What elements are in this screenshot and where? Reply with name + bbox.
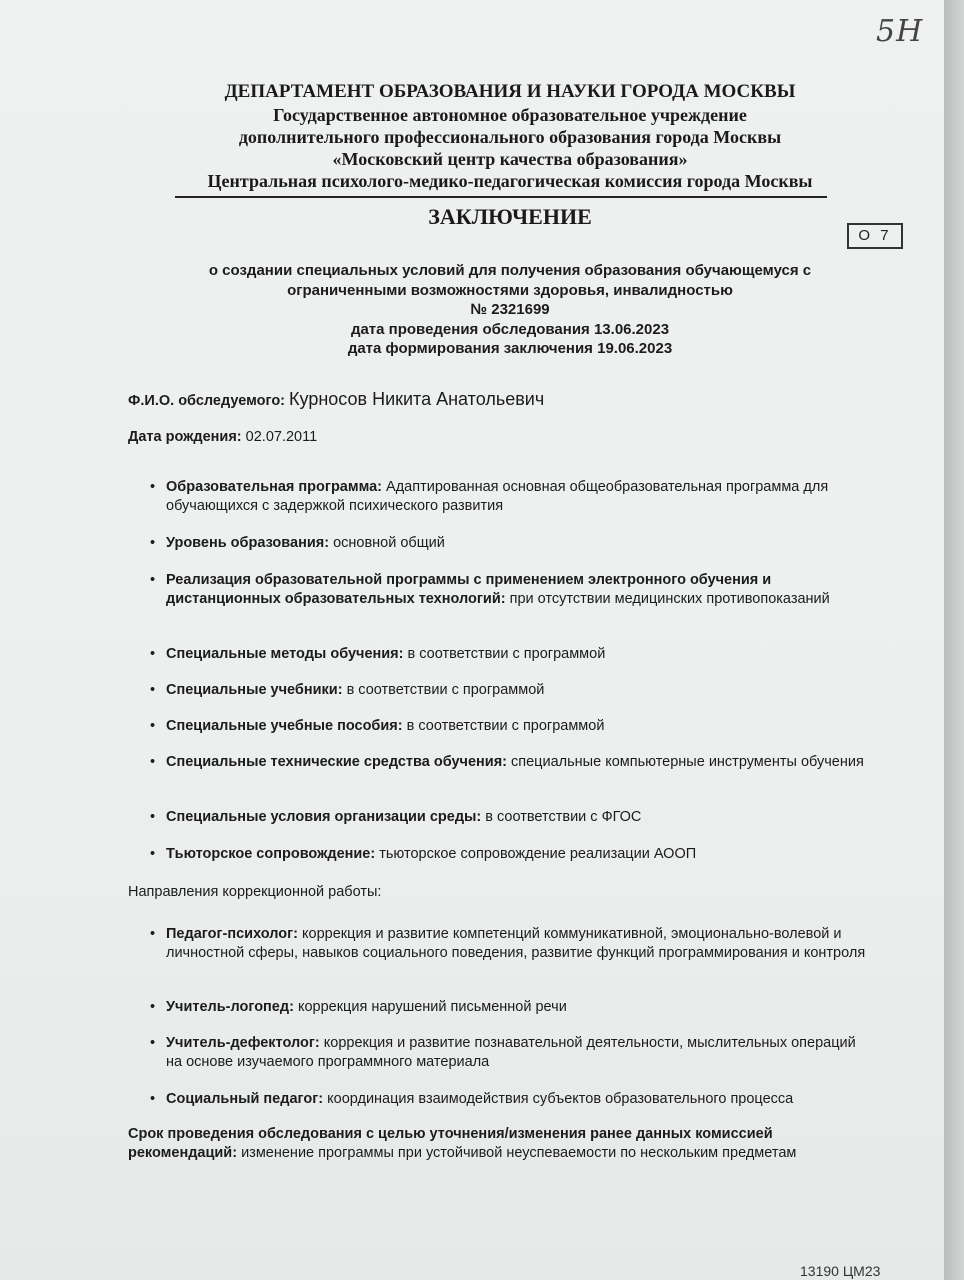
bullet-icon: • [150,754,156,770]
bullet-icon: • [150,479,156,495]
item-value: коррекция и развитие познавательной деятельности, мыслительных операций на основе изучаемого программного материала [166,1035,856,1070]
item-label: Педагог-психолог: [166,926,299,942]
item-value: при отсутствии медицинских противопоказаний [509,590,830,607]
item-label: Учитель-дефектолог: [166,1035,320,1051]
code-box: О 7 [847,223,903,249]
item-label: Специальные методы обучения: [166,646,404,662]
item-label: Тьюторское сопровождение: [166,846,376,862]
background-edge [944,0,964,1280]
item-label: Учитель-логопед: [166,999,294,1015]
header-institution [150,104,870,192]
item-value: коррекция и развитие компетенций коммуникативной, эмоционально-волевой и личностной сферы, навыков социального поведения, развитие функций программирования и контроля [166,926,866,961]
header-line-3: дополнительного профессионального образования города Москвы [238,127,782,147]
bullet-icon: • [150,1035,156,1051]
document-subtitle [160,261,860,359]
header-line-5: Центральная психолого-медико-педагогическая комиссия города Москвы [207,171,813,191]
examination-term [128,1125,868,1163]
bullet-icon: • [150,809,156,825]
item-value: координация взаимодействия субъектов образовательного процесса [327,1091,794,1107]
item-label: Уровень образования: [166,535,330,551]
handwritten-note: 5Н [876,14,924,49]
bullet-icon: • [150,646,156,662]
header-divider [175,196,827,198]
subtitle-line-2: ограниченными возможностями здоровья, инвалидностью [287,281,733,299]
item-value: коррекция нарушений письменной речи [297,999,567,1015]
header-line-4: «Московский центр качества образования» [332,149,688,169]
fio-field [128,389,544,410]
subtitle-line-1: о создании специальных условий для получения образования обучающемуся с [208,262,812,279]
item-value: в соответствии с программой [407,646,606,662]
exam-date: дата проведения обследования 13.06.2023 [350,320,670,338]
item-value: Адаптированная основная общеобразовательная программа для обучающихся с задержкой психического развития [166,479,829,514]
item-value: в соответствии с программой [346,682,545,698]
bullet-icon: • [150,535,156,551]
fio-value: Курносов Никита Анатольевич [289,389,545,409]
bullet-icon: • [150,999,156,1015]
item-label: Реализация образовательной программы с применением электронного обучения и дистанционных образовательных технологий: [166,572,772,607]
bullet-icon: • [150,846,156,862]
item-label: Образовательная программа: [166,479,383,495]
document-number: № 2321699 [470,301,550,318]
birth-field [128,429,317,445]
fio-label: Ф.И.О. обследуемого: [128,393,286,409]
document-title: ЗАКЛЮЧЕНИЕ [428,204,592,229]
srok-label: Срок проведения обследования с целью уточнения/изменения ранее данных комиссией рекомендаций: [128,1126,773,1161]
item-label: Специальные технические средства обучения: [166,754,507,770]
item-value: в соответствии с ФГОС [485,809,642,825]
bullet-icon: • [150,572,156,588]
item-label: Специальные условия организации среды: [166,809,482,825]
header-line-2: Государственное автономное образовательное учреждение [273,105,747,125]
bullet-icon: • [150,926,156,942]
item-value: основной общий [333,535,445,551]
item-label: Социальный педагог: [166,1091,324,1107]
bullet-icon: • [150,682,156,698]
header-department: ДЕПАРТАМЕНТ ОБРАЗОВАНИЯ И НАУКИ ГОРОДА МОСКВЫ [224,81,796,102]
item-value: в соответствии с программой [406,718,605,734]
directions-heading: Направления коррекционной работы: [128,884,382,900]
item-value: специальные компьютерные инструменты обучения [511,754,864,770]
form-date: дата формирования заключения 19.06.2023 [347,340,673,357]
birth-label: Дата рождения: [128,429,242,445]
item-label: Специальные учебники: [166,682,343,698]
footer-code: 13190 ЦМ23 [800,1263,881,1279]
bullet-icon: • [150,1091,156,1107]
bullet-icon: • [150,718,156,734]
item-label: Специальные учебные пособия: [166,718,403,734]
srok-value: изменение программы при устойчивой неуспеваемости по нескольким предметам [241,1145,797,1161]
birth-value: 02.07.2011 [245,429,318,445]
item-value: тьюторское сопровождение реализации АООП [379,846,697,862]
